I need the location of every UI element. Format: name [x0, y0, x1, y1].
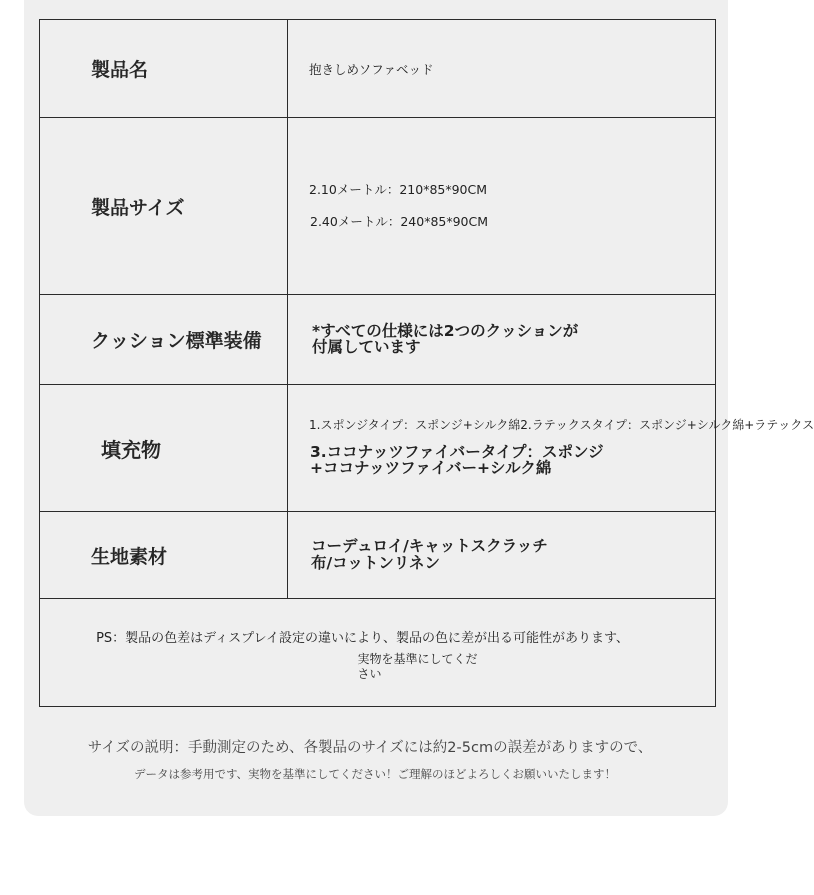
row-value-cushion	[288, 295, 716, 385]
spec-table	[39, 19, 814, 707]
size-note: サイズの説明：手動測定のため、各製品のサイズには約2-5cmの誤差がありますので、	[87, 740, 653, 756]
size-option-2-10: 2.10メートル：210*85*90CM	[309, 182, 488, 197]
ps-note-line1: PS：製品の色差はディスプレイ設定の違いにより、製品の色に差が出る可能性があります、	[96, 631, 629, 646]
cushion-text: *すべての仕様には2つのクッションが付属しています	[312, 321, 579, 356]
row-value-product-size	[288, 118, 716, 295]
size-option-2-40: 2.40メートル：240*85*90CM	[310, 214, 489, 229]
row-label-product-size: 製品サイズ	[40, 118, 288, 295]
row-label-product-name: 製品名	[40, 20, 288, 118]
table-row	[40, 385, 716, 512]
ps-note-line2: 実物を基準にしてください	[357, 652, 478, 681]
table-row	[40, 20, 716, 118]
table-row	[40, 599, 716, 707]
fabric-text: コーデュロイ/キャットスクラッチ布/コットンリネン	[311, 537, 548, 572]
filling-option-1-2: 1.スポンジタイプ：スポンジ+シルク綿2.ラテックスタイプ：スポンジ+シルク綿+ラテックス	[309, 418, 814, 432]
row-value-fabric	[288, 512, 716, 599]
row-label-cushion: クッション標準装備	[40, 295, 288, 385]
filling-option-3: 3.ココナッツファイバータイプ：スポンジ+ココナッツファイバー+シルク綿	[310, 443, 604, 477]
ps-note-cell	[40, 599, 716, 707]
row-label-filling: 填充物	[40, 385, 288, 512]
reference-note: データは参考用です、実物を基準にしてください！ご理解のほどよろしくお願いいたします！	[133, 767, 617, 781]
table-row	[40, 118, 716, 295]
table-row	[40, 512, 716, 599]
row-value-filling	[288, 385, 814, 512]
row-label-fabric: 生地素材	[40, 512, 288, 599]
table-row	[40, 295, 716, 385]
row-value-product-name: 抱きしめソファベッド	[288, 20, 716, 118]
